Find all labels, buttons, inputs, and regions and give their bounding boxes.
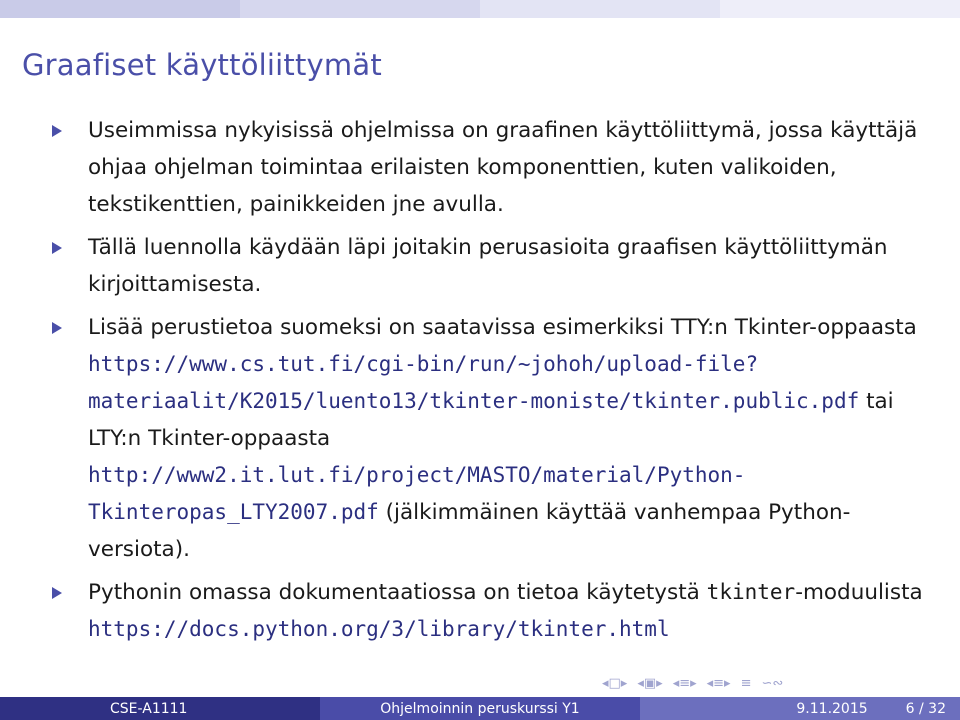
header-segment: [0, 0, 240, 18]
list-item: [48, 309, 938, 568]
triangle-bullet-icon: [52, 242, 62, 254]
footer-title: Ohjelmoinnin peruskurssi Y1: [320, 697, 640, 720]
beamer-navigation: [602, 676, 783, 691]
footer-page: 6 / 32: [905, 700, 946, 717]
bullet-text: Lisää perustietoa suomeksi on saatavissa esimerkiksi TTY:n Tkinter-oppaasta: [88, 315, 917, 340]
nav-section-icon[interactable]: ◂≡▸: [672, 676, 697, 691]
nav-search-icon[interactable]: ∽∾: [761, 676, 784, 691]
header-segment: [720, 0, 960, 18]
nav-align-icon[interactable]: ≡: [740, 676, 752, 691]
bullet-text: -moduulista: [795, 580, 923, 605]
footer-course: CSE-A1111: [0, 697, 320, 720]
triangle-bullet-icon: [52, 322, 62, 334]
nav-prev-frame-icon[interactable]: ◂□▸: [602, 676, 628, 691]
module-code: tkinter: [706, 580, 796, 604]
list-item: [48, 112, 938, 223]
header-segment: [480, 0, 720, 18]
triangle-bullet-icon: [52, 125, 62, 137]
list-item: [48, 229, 938, 303]
bullet-text: Tällä luennolla käydään läpi joitakin perusasioita graafisen käyttöliittymän kirjoittamisesta.: [88, 235, 888, 297]
list-item: [48, 574, 938, 648]
bullet-text: (jälkimmäinen käyttää vanhempaa Python-versiota).: [88, 500, 851, 562]
python-docs-link[interactable]: https://docs.python.org/3/library/tkinter.html: [88, 617, 670, 641]
bullet-list: [48, 112, 938, 654]
lut-guide-link[interactable]: http://www2.it.lut.fi/project/MASTO/material/Python-Tkinteropas_LTY2007.pdf: [88, 463, 746, 524]
header-segment: [240, 0, 480, 18]
bullet-text: Pythonin omassa dokumentaatiossa on tietoa käytetystä: [88, 580, 707, 605]
nav-subsection-icon[interactable]: ◂▣▸: [637, 676, 663, 691]
bullet-text: tai LTY:n Tkinter-oppaasta: [88, 389, 894, 451]
footer-date: 9.11.2015: [796, 700, 868, 717]
header-bar: [0, 0, 960, 18]
nav-next-section-icon[interactable]: ◂≡▸: [706, 676, 731, 691]
bullet-text: Useimmissa nykyisissä ohjelmissa on graafinen käyttöliittymä, jossa käyttäjä ohjaa ohjelman toimintaa erilaisten komponenttien, kuten valikoiden, tekstikenttien, painikkeiden jne avulla.: [88, 118, 918, 217]
footer-bar: [0, 697, 960, 720]
tty-guide-link[interactable]: https://www.cs.tut.fi/cgi-bin/run/~johoh/upload-file?materiaalit/K2015/luento13/tkinter-moniste/tkinter.public.pdf: [88, 352, 860, 413]
triangle-bullet-icon: [52, 587, 62, 599]
slide-title: Graafiset käyttöliittymät: [22, 48, 382, 82]
footer-meta: [640, 697, 960, 720]
